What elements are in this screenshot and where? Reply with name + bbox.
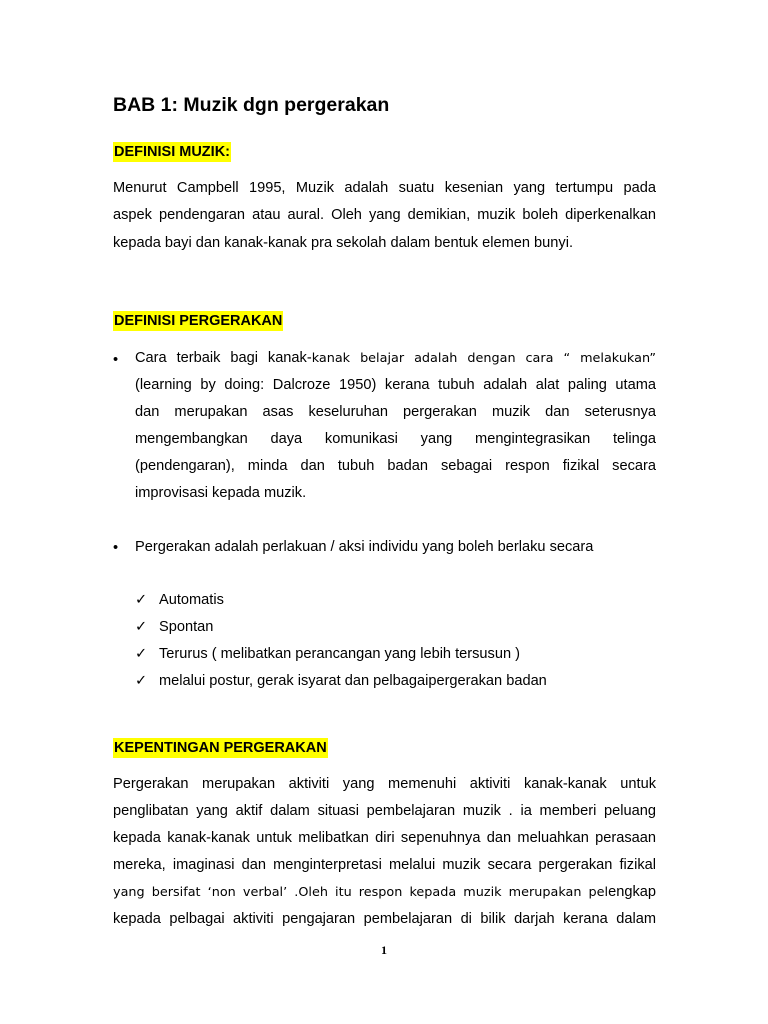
- text-span-alt-font: kanak belajar adalah dengan cara “ melakukan”: [311, 351, 656, 366]
- text-line: penglibatan yang aktif dalam situasi pembelajaran muzik . ia memberi peluang: [113, 803, 656, 819]
- bullet-marker: •: [113, 352, 119, 368]
- text-line: improvisasi kepada muzik.: [135, 485, 307, 501]
- text-line: aspek pendengaran atau aural. Oleh yang demikian, muzik boleh diperkenalkan: [113, 207, 656, 223]
- text-line: Pergerakan merupakan aktiviti yang memenuhi aktiviti kanak-kanak untuk: [113, 776, 656, 792]
- check-icon: ✓: [135, 673, 148, 689]
- text-line: dan merupakan asas keseluruhan pergerakan muzik dan seterusnya: [135, 404, 656, 420]
- checklist-item: [135, 614, 213, 641]
- document-title: BAB 1: Muzik dgn pergerakan: [113, 94, 390, 116]
- checklist-item-label: Automatis: [159, 592, 224, 608]
- check-icon: ✓: [135, 646, 148, 662]
- text-span: Cara terbaik bagi kanak-: [135, 350, 312, 366]
- text-line: kepada bayi dan kanak-kanak pra sekolah dalam bentuk elemen bunyi.: [113, 235, 574, 251]
- checklist-item: [135, 641, 520, 668]
- text-line: [135, 345, 656, 373]
- text-line: mereka, imaginasi dan menginterpretasi melalui muzik secara pergerakan fizikal: [113, 857, 656, 873]
- checklist-item: [135, 587, 224, 614]
- heading-kepentingan-pergerakan: KEPENTINGAN PERGERAKAN: [114, 740, 327, 756]
- text-line: Menurut Campbell 1995, Muzik adalah suatu kesenian yang tertumpu pada: [113, 180, 656, 196]
- bullet-item-2: Pergerakan adalah perlakuan / aksi individu yang boleh berlaku secara: [135, 539, 594, 555]
- page-number: 1: [381, 943, 387, 957]
- text-span-alt-font: yang bersifat ‘non verbal’ .Oleh itu respon kepada muzik merupakan pel: [113, 885, 609, 900]
- text-line: kepada kanak-kanak untuk melibatkan diri sepenuhnya dan meluahkan perasaan: [113, 830, 656, 846]
- text-line: (pendengaran), minda dan tubuh badan sebagai respon fizikal secara: [135, 458, 656, 474]
- heading-definisi-muzik: DEFINISI MUZIK:: [114, 144, 230, 160]
- text-span: engkap: [608, 884, 656, 900]
- check-icon: ✓: [135, 592, 148, 608]
- checklist-item-label: Terurus ( melibatkan perancangan yang lebih tersusun ): [159, 646, 520, 662]
- text-line: mengembangkan daya komunikasi yang mengintegrasikan telinga: [135, 431, 656, 447]
- text-line: kepada pelbagai aktiviti pengajaran pembelajaran di bilik darjah kerana dalam: [113, 911, 656, 927]
- text-line: [113, 879, 656, 907]
- checklist-item: [135, 668, 547, 695]
- heading-definisi-pergerakan: DEFINISI PERGERAKAN: [114, 313, 283, 329]
- bullet-marker: •: [113, 540, 119, 556]
- check-icon: ✓: [135, 619, 148, 635]
- checklist-item-label: melalui postur, gerak isyarat dan pelbagaipergerakan badan: [159, 673, 547, 689]
- text-line: (learning by doing: Dalcroze 1950) kerana tubuh adalah alat paling utama: [135, 377, 656, 393]
- checklist-item-label: Spontan: [159, 619, 214, 635]
